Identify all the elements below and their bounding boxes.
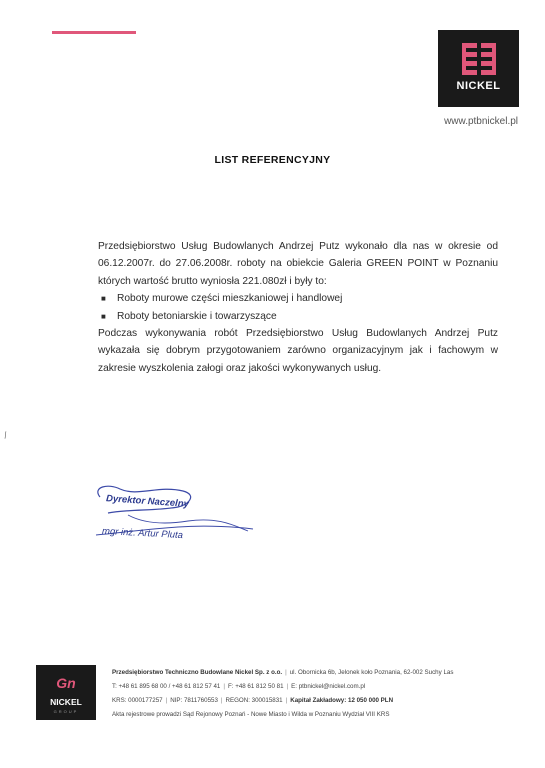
group-logo-subtitle: GROUP xyxy=(53,709,79,714)
nickel-group-logo xyxy=(36,665,96,720)
footer-address: ul. Obornicka 6b, Jelonek koło Poznania, 62-002 Suchy Las xyxy=(289,669,454,676)
footer-separator: | xyxy=(220,697,223,704)
letter-title: LIST REFERENCYJNY xyxy=(214,154,331,166)
footer-row xyxy=(112,694,532,708)
footer-company-details xyxy=(112,666,532,722)
signature-stamp-title: Dyrektor Naczelny xyxy=(105,493,190,510)
list-item xyxy=(98,290,498,307)
footer-separator: | xyxy=(223,683,225,690)
nickel-logo xyxy=(438,30,519,107)
footer-separator: | xyxy=(285,697,288,704)
header-accent-line xyxy=(52,31,136,34)
footer-row xyxy=(112,680,532,694)
bullet-icon: ■ xyxy=(101,294,106,304)
list-item xyxy=(98,308,498,325)
footer-registry: Akta rejestrowe prowadzi Sąd Rejonowy Poznań - Nowe Miasto i Wilda w Poznaniu Wydział VIII KRS xyxy=(112,711,390,718)
footer-nip: NIP: 7811760553 xyxy=(170,697,218,704)
list-item-text: Roboty betoniarskie i towarzyszące xyxy=(117,310,277,322)
handwritten-signature-icon xyxy=(88,475,258,555)
signature-block xyxy=(88,475,258,555)
footer-email: E: ptbnickel@nickel.com.pl xyxy=(291,683,366,690)
footer-krs: KRS: 0000177257 xyxy=(112,697,163,704)
footer-row xyxy=(112,666,532,680)
list-item-text: Roboty murowe części mieszkaniowej i handlowej xyxy=(117,293,343,305)
logo-wordmark: NICKEL xyxy=(456,80,501,92)
margin-mark: ⁄ xyxy=(2,430,9,440)
footer-row xyxy=(112,708,532,722)
footer-company-name: Przedsiębiorstwo Techniczno Budowlane Nickel Sp. z o.o. xyxy=(112,669,283,676)
footer-fax: F: +48 61 812 50 81 xyxy=(227,683,284,690)
footer-regon: REGON: 300015831 xyxy=(225,697,283,704)
letter-paragraph-1: Przedsiębiorstwo Usług Budowlanych Andrzej Putz wykonało dla nas w okresie od 06.12.2007r. do 27.06.2008r. roboty na obiekcie Galeria GREEN POINT w Poznaniu których wartość brutto wyniosła 221.080zł i były to: xyxy=(98,241,498,287)
group-logo-wordmark: NICKEL xyxy=(50,697,82,707)
footer-separator: | xyxy=(165,697,168,704)
nickel-logo-mark-icon xyxy=(462,43,496,75)
footer-phone: T: +48 61 895 68 00 / +48 61 812 57 41 xyxy=(112,683,221,690)
footer-capital: Kapitał Zakładowy: 12 050 000 PLN xyxy=(290,697,394,704)
letter-body xyxy=(98,238,498,377)
bullet-icon: ■ xyxy=(101,311,106,321)
letter-paragraph-2: Podczas wykonywania robót Przedsiębiorstwo Usług Budowlanych Andrzej Putz wykazała się dobrym przygotowaniem zarówno organizacyjnym jak i fachowym w zakresie wyszkolenia załogi oraz jakości wykonywanych usług. xyxy=(98,328,498,374)
signature-stamp-name: mgr inż. Artur Pluta xyxy=(101,525,184,542)
company-website: www.ptbnickel.pl xyxy=(444,116,518,127)
footer-separator: | xyxy=(286,683,289,690)
group-logo-mark: Gn xyxy=(56,675,76,691)
footer-separator: | xyxy=(285,669,287,676)
work-items-list xyxy=(98,290,498,325)
